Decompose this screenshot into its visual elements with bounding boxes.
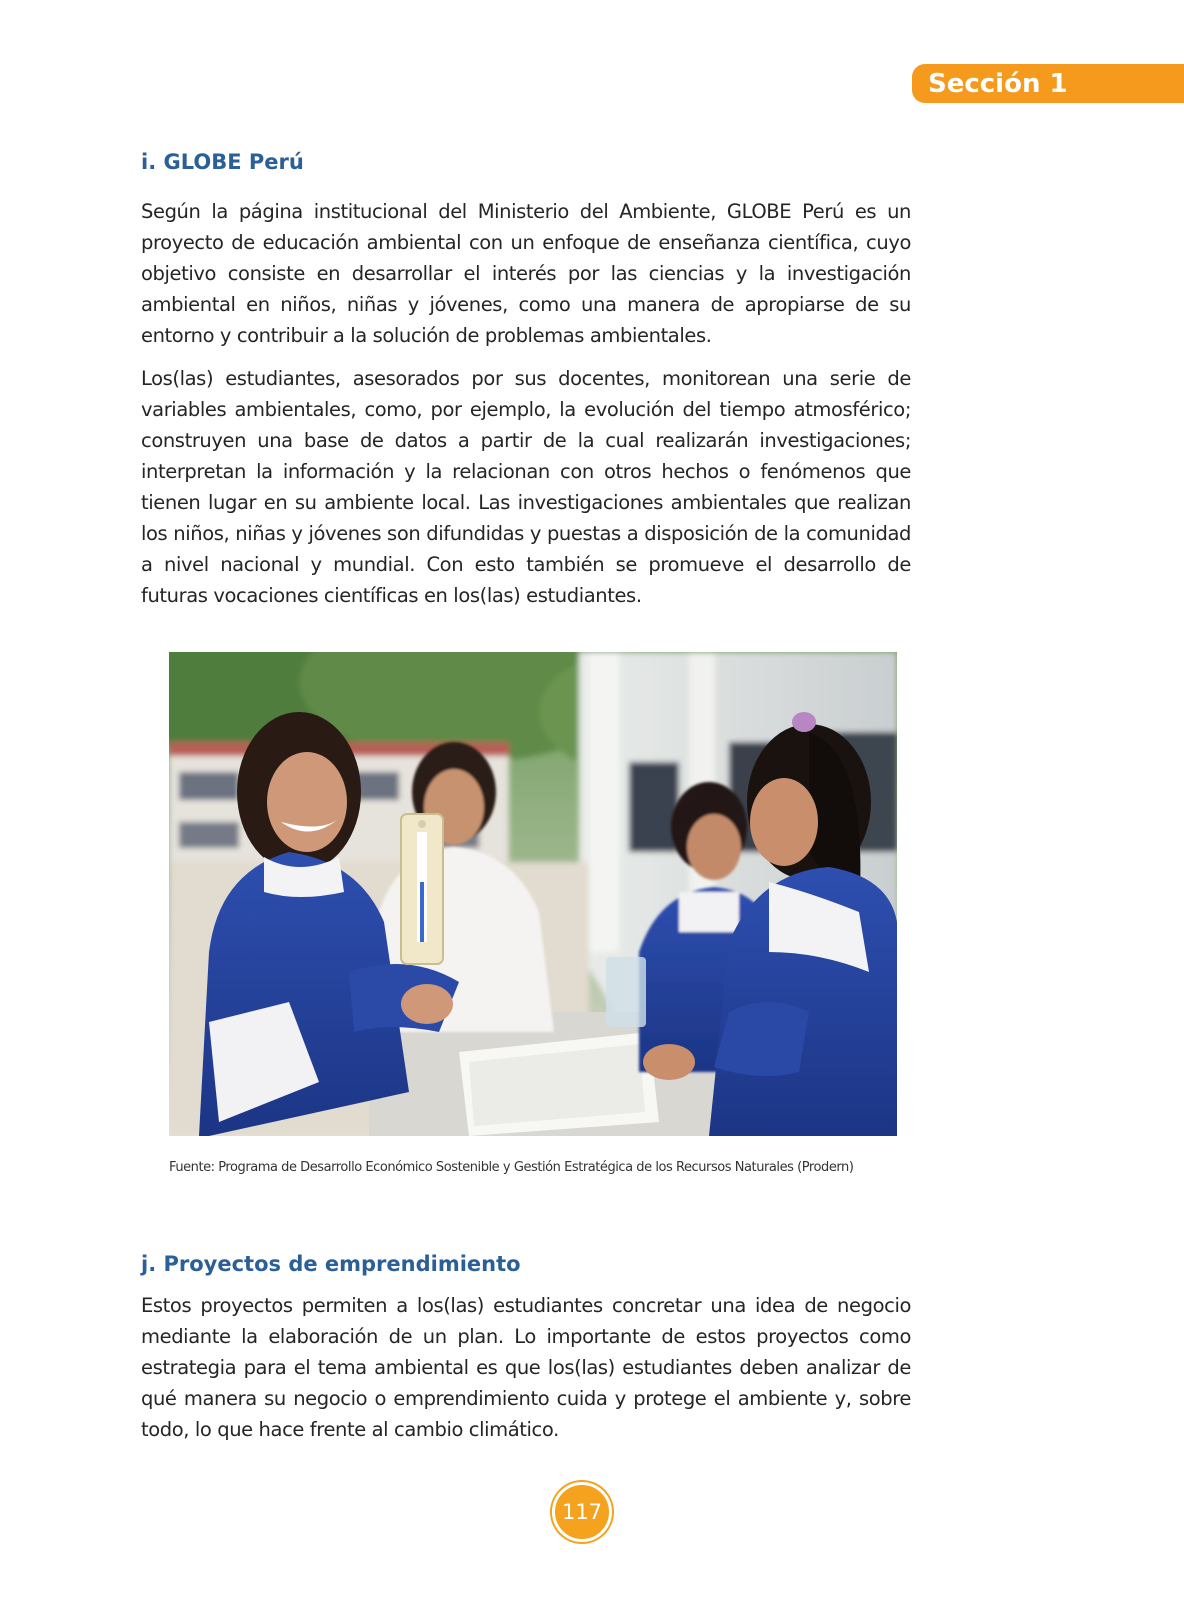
paragraph-globe-1: Según la página institucional del Ministerio del Ambiente, GLOBE Perú es un proyecto de educación ambiental con un enfoque de enseñanza científica, cuyo objetivo consiste en desarrollar el interés por las ciencias y la investigación ambiental en niños, niñas y jóvenes, como una manera de apropiarse de su entorno y contribuir a la solución de problemas ambientales. <box>141 200 911 347</box>
page-number: 117 <box>561 1500 603 1524</box>
heading-proyectos-emprendimiento: j. Proyectos de emprendimiento <box>141 1252 521 1276</box>
heading-globe-peru: i. GLOBE Perú <box>141 150 304 174</box>
section-j <box>141 1252 911 1457</box>
page-number-badge <box>552 1482 612 1542</box>
section-label: Sección 1 <box>928 68 1068 99</box>
paragraph-globe-2: Los(las) estudiantes, asesorados por sus docentes, monitorean una serie de variables ambientales, como, por ejemplo, la evolución del tiempo atmosférico; construyen una base de datos a partir de la cual realizarán investigaciones; interpretan la información y la relacionan con otros hechos o fenómenos que tienen lugar en su ambiente local. Las investigaciones ambientales que realizan los niños, niñas y jóvenes son difundidas y puestas a disposición de la comunidad a nivel nacional y mundial. Con esto también se promueve el desarrollo de futuras vocaciones científicas en los(las) estudiantes. <box>141 367 911 607</box>
paragraph-proyectos-1: Estos proyectos permiten a los(las) estudiantes concretar una idea de negocio mediante la elaboración de un plan. Lo importante de estos proyectos como estrategia para el tema ambiental es que los(las) estudiantes deben analizar de qué manera su negocio o emprendimiento cuida y protege el ambiente y, sobre todo, lo que hace frente al cambio climático. <box>141 1294 911 1441</box>
students-photo <box>169 652 897 1136</box>
photo-caption: Fuente: Programa de Desarrollo Económico Sostenible y Gestión Estratégica de los Recursos Naturales (Prodern) <box>169 1160 854 1175</box>
section-i <box>141 150 911 623</box>
section-tab <box>912 64 1184 103</box>
